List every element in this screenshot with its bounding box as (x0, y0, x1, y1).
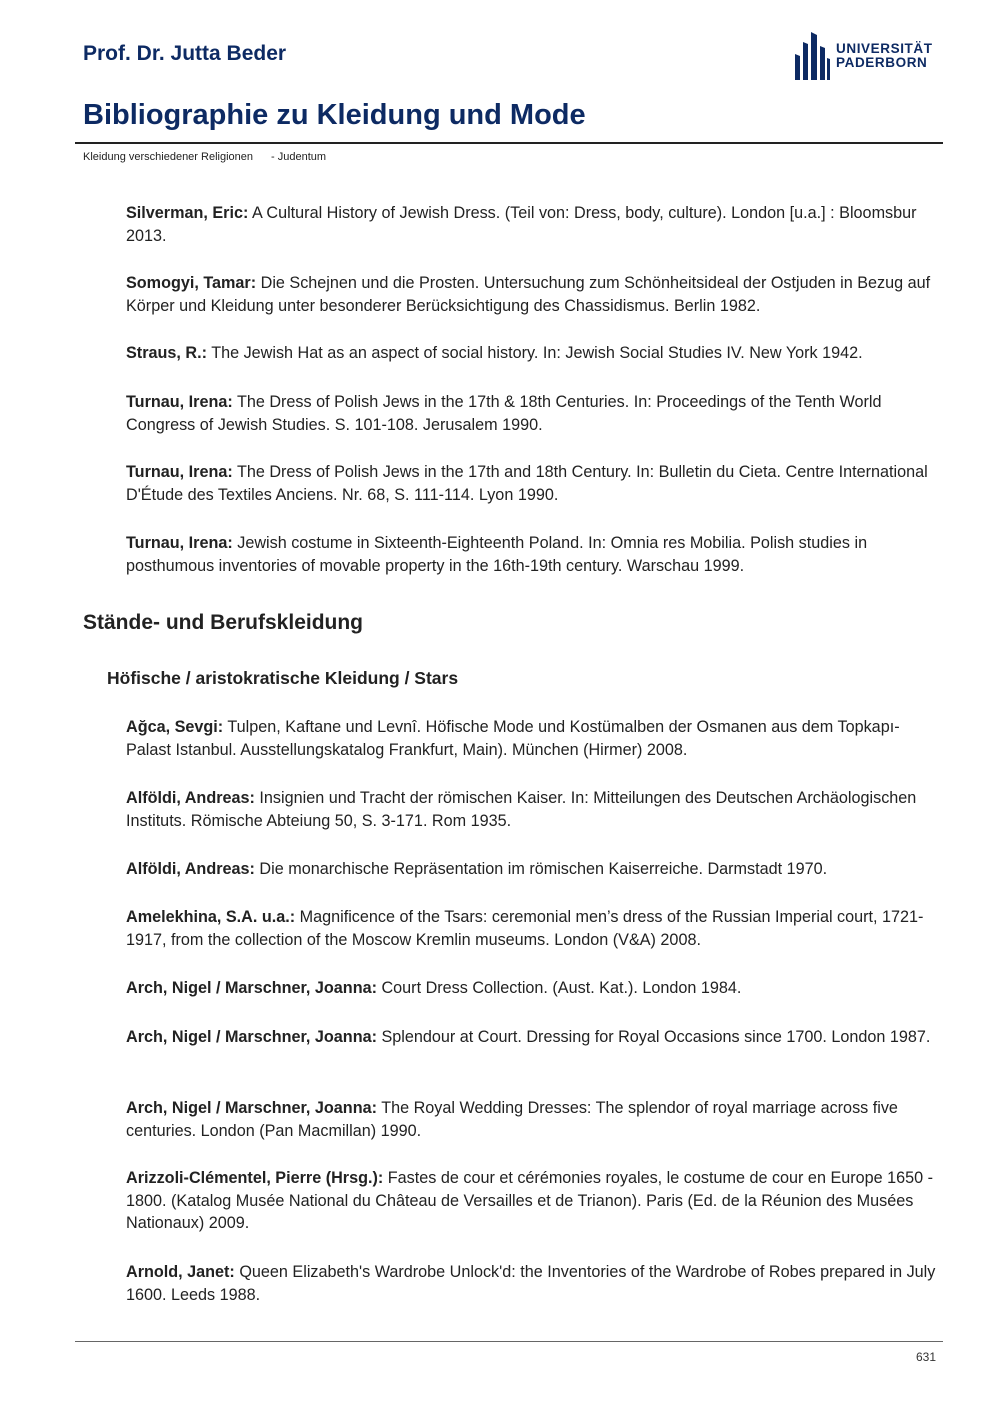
page-number: 631 (915, 1350, 936, 1364)
bibliography-entry: Alföldi, Andreas: Insignien und Tracht der römischen Kaiser. In: Mitteilungen des Deutschen Archäologischen Instituts. Römische Abteiung 50, S. 3-171. Rom 1935. (126, 789, 917, 830)
bibliography-entry: Ağca, Sevgi: Tulpen, Kaftane und Levnî. Höfische Mode und Kostümalben der Osmanen aus dem Topkapı-Palast Istanbul. Ausstellungskatalog Frankfurt, Main). München (Hirmer) 2008. (126, 718, 900, 759)
header-divider (75, 142, 943, 144)
logo-line-1: UNIVERSITÄT (836, 41, 933, 56)
bibliography-entry: Amelekhina, S.A. u.a.: Magnificence of the Tsars: ceremonial men’s dress of the Russian Imperial court, 1721-1917, from the collection of the Moscow Kremlin museums. London (V&A) 2008. (126, 908, 924, 949)
bibliography-entry: Arch, Nigel / Marschner, Joanna: Court Dress Collection. (Aust. Kat.). London 1984. (126, 979, 742, 997)
bibliography-entry: Somogyi, Tamar: Die Schejnen und die Prosten. Untersuchung zum Schönheitsideal der Ostjuden in Bezug auf Körper und Kleidung unter besonderer Berücksichtigung des Chassidismus. Berlin 1982. (126, 274, 931, 315)
logo-line-2: PADERBORN (836, 55, 928, 70)
university-logo (794, 32, 933, 80)
bibliography-entry: Arnold, Janet: Queen Elizabeth's Wardrobe Unlock'd: the Inventories of the Wardrobe of Robes prepared in July 1600. Leeds 1988. (126, 1263, 936, 1304)
bibliography-entry: Arch, Nigel / Marschner, Joanna: Splendour at Court. Dressing for Royal Occasions since 1700. London 1987. (126, 1028, 931, 1046)
bibliography-entry: Turnau, Irena: The Dress of Polish Jews in the 17th & 18th Centuries. In: Proceedings of the Tenth World Congress of Jewish Studies. S. 101-108. Jerusalem 1990. (126, 393, 882, 434)
breadcrumb (83, 151, 326, 163)
bibliography-entry: Arizzoli-Clémentel, Pierre (Hrsg.): Fastes de cour et cérémonies royales, le costume de cour en Europe 1650 - 1800. (Katalog Musée National du Château de Versailles et de Trianon). Paris (Ed. de la Réunion des Musées Nationaux) 2009. (126, 1169, 934, 1232)
bibliography-entry: Straus, R.: The Jewish Hat as an aspect of social history. In: Jewish Social Studies IV. New York 1942. (126, 344, 863, 362)
bibliography-entry: Turnau, Irena: Jewish costume in Sixteenth-Eighteenth Poland. In: Omnia res Mobilia. Polish studies in posthumous inventories of movable property in the 16th-19th century. Warschau 1999. (126, 534, 868, 575)
bibliography-entry: Alföldi, Andreas: Die monarchische Repräsentation im römischen Kaiserreiche. Darmstadt 1970. (126, 860, 828, 878)
page-title: Bibliographie zu Kleidung und Mode (83, 99, 586, 131)
university-logo-icon (794, 32, 830, 80)
author-name: Prof. Dr. Jutta Beder (83, 42, 287, 65)
breadcrumb-item-judaism: - Judentum (271, 151, 327, 163)
subsection-heading: Höfische / aristokratische Kleidung / Stars (107, 668, 459, 688)
bibliography-entry: Arch, Nigel / Marschner, Joanna: The Royal Wedding Dresses: The splendor of royal marriage across five centuries. London (Pan Macmillan) 1990. (126, 1099, 898, 1140)
breadcrumb-item-religions: Kleidung verschiedener Religionen (83, 151, 254, 163)
section-heading: Stände- und Berufskleidung (83, 611, 364, 634)
footer-divider (75, 1341, 943, 1342)
bibliography-entry: Turnau, Irena: The Dress of Polish Jews in the 17th and 18th Century. In: Bulletin du Cieta. Centre International D'Étude des Textiles Anciens. Nr. 68, S. 111-114. Lyon 1990. (126, 463, 928, 504)
bibliography-entry: Silverman, Eric: A Cultural History of Jewish Dress. (Teil von: Dress, body, culture). London [u.a.] : Bloomsbur 2013. (126, 204, 917, 245)
